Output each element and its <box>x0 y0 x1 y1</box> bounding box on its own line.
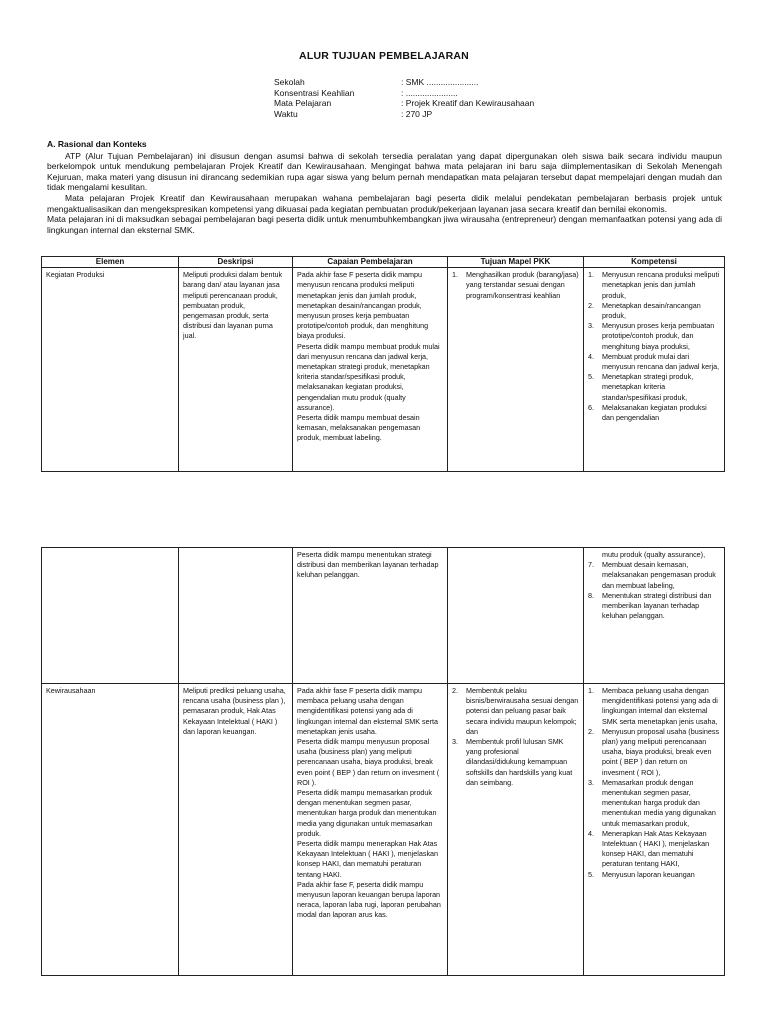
cell-elemen: Kewirausahaan <box>42 684 179 976</box>
atp-table-part1 <box>41 256 725 472</box>
list-item <box>588 270 720 301</box>
list-number: 8. <box>588 590 594 600</box>
paragraph: Mata pelajaran Projek Kreatif dan Kewirausahaan merupakan wahana pembelajaran bagi peserta didik melalui pendekatan pembelajaran berbasis projek untuk mengaktualisasikan dan mengekspresikan kompetensi yang dikuasai pada kegiatan pembuatan produk/pekerjaan layanan jasa secara kreatif dan bernilai ekonomis. <box>47 192 722 214</box>
list-text: Membentuk pelaku bisnis/berwirausaha sesuai dengan potensi dan peluang pasar baik secara individu maupun kelompok; dan <box>466 686 579 736</box>
list-text: Menetapkan desain/rancangan produk, <box>602 300 701 321</box>
list-item <box>588 403 720 423</box>
cell-capaian: Peserta didik mampu menentukan strategi distribusi dan memberikan layanan terhadap keluhan pelanggan. <box>293 548 448 684</box>
capaian-text: Peserta didik mampu membuat produk mulai dari menyusun rencana dan jadwal kerja, menetapkan strategi produk, menetapkan kriteria standar/spesifikasi produk, melaksanakan kegiatan produksi, pengendalian mutu produk (qualty assurance). <box>297 341 440 412</box>
cell-kompetensi <box>584 684 725 976</box>
list-item <box>452 686 579 737</box>
capaian-text: Peserta didik mampu menerapkan Hak Atas Kekayaan Intelektuan ( HAKI ), menjelaskan konsep HAKI, dan mematuhi peraturan tentang HAKI. <box>297 839 439 879</box>
paragraph: ATP (Alur Tujuan Pembelajaran) ini disusun dengan asumsi bahwa di sekolah tersedia peralatan yang dapat dipergunakan oleh siswa baik secara individu maupun berkelompok untuk mendukung pembelajaran Projek Kreatif dan Kewirausahaan. Mengingat bahwa mata pelajaran ini baru saja diimplementasikan di Sekolah Menengah Kejuruan, maka materi yang disusun ini dirancang sedemikian rupa agar siswa yang belum pernah mendapatkan mata pelajaran tersebut dapat mempelajari dengan mudah dan tidak mengalami kesulitan. <box>47 150 722 193</box>
list-item <box>452 270 579 301</box>
list-number: 3. <box>588 321 594 331</box>
list-text: Melaksanakan kegiatan produksi dan pengendalian <box>602 402 707 423</box>
capaian-text: Peserta didik mampu membuat desain kemasan, melaksanakan pengemasan produk, membuat labeling. <box>297 413 421 443</box>
list-number: 1. <box>452 270 458 280</box>
table-row <box>42 548 725 684</box>
meta-row-sekolah <box>274 77 534 88</box>
meta-label: Sekolah <box>274 77 305 87</box>
kompetensi-list <box>588 270 720 423</box>
document-meta <box>274 77 534 119</box>
cell-deskripsi: Meliputi produksi dalam bentuk barang dan/ atau layanan jasa meliputi perencanaan produk, pembuatan produk, pengemasan produk, serta distribusi dan layanan purna jual. <box>179 268 293 472</box>
meta-value: : Projek Kreatif dan Kewirausahaan <box>401 98 535 108</box>
capaian-text: Pada akhir fase F peserta didik mampu menyusun rencana produksi meliputi menetapkan jenis dan jumlah produk, menetapkan desain/rancangan produk, menyusun proses kerja pembuatan prototipe/contoh produk, dan menghitung biaya produksi. <box>297 270 429 341</box>
list-item <box>588 560 720 591</box>
list-text: Menyusun laporan keuangan <box>602 869 695 879</box>
list-text: Membuat produk mulai dari menyusun rencana dan jadwal kerja, <box>602 351 720 372</box>
capaian-text: Pada akhir fase F, peserta didik mampu menyusun laporan keuangan berupa laporan neraca, laporan laba rugi, laporan perubahan modal dan laporan arus kas. <box>297 879 441 920</box>
meta-value: : SMK ...................... <box>401 77 479 87</box>
list-text: Menyusun proses kerja pembuatan prototipe/contoh produk, dan menghitung biaya produksi, <box>602 321 715 351</box>
kompetensi-list <box>588 686 720 880</box>
cell-capaian <box>293 268 448 472</box>
header-kompetensi: Kompetensi <box>584 257 725 268</box>
list-item <box>588 372 720 403</box>
list-text: Membuat desain kemasan, melaksanakan pengemasan produk dan membuat labeling, <box>602 560 716 590</box>
list-number: 3. <box>588 777 594 787</box>
capaian-text: Peserta didik mampu memasarkan produk dengan menentukan segmen pasar, menentukan harga produk dan menentukan media yang digunakan untuk memasarkan produk. <box>297 788 437 838</box>
section-rasional <box>47 139 722 235</box>
cell-tujuan <box>448 268 584 472</box>
cell-elemen <box>42 548 179 684</box>
cell-tujuan <box>448 684 584 976</box>
cell-kompetensi <box>584 548 725 684</box>
list-text: Menerapkan Hak Atas Kekayaan Intelektuan ( HAKI ), menjelaskan konsep HAKI, dan mematuhi peraturan tentang HAKI, <box>602 828 710 869</box>
list-item <box>588 727 720 778</box>
list-number: 7. <box>588 560 594 570</box>
atp-table-part2 <box>41 547 725 976</box>
list-text: Membaca peluang usaha dengan mengidentifikasi potensi yang ada di lingkungan internal dan eksternal SMK serta menetapkan jenis usaha, <box>602 686 718 726</box>
list-text: Memasarkan produk dengan menentukan segmen pasar, menentukan harga produk dan menentukan media yang digunakan untuk memasarkan produk, <box>602 777 716 828</box>
meta-row-konsentrasi <box>274 88 534 99</box>
cell-elemen: Kegiatan Produksi <box>42 268 179 472</box>
cell-deskripsi: Meliputi prediksi peluang usaha, rencana usaha (business plan ), pemasaran produk, Hak Atas Kekayaan Intelektual ( HAKI ) dan laporan keuangan. <box>179 684 293 976</box>
table-row <box>42 684 725 976</box>
list-text: mutu produk (qualty assurance), <box>602 550 706 559</box>
tujuan-list <box>452 686 579 788</box>
list-item <box>588 829 720 870</box>
capaian-text: Pada akhir fase F peserta didik mampu membaca peluang usaha dengan mengidentifikasi potensi yang ada di lingkungan internal dan eksternal SMK serta menetapkan jenis usaha. <box>297 686 439 736</box>
meta-row-mapel <box>274 98 534 109</box>
list-number: 2. <box>452 686 458 695</box>
meta-value: : ...................... <box>401 87 458 98</box>
header-deskripsi: Deskripsi <box>179 257 293 268</box>
list-text: Menyusun proposal usaha (business plan) yang meliputi perencanaan usaha, biaya produksi, break even point ( BEP ) dan return on invesment ( ROI ), <box>602 726 720 777</box>
meta-value: : 270 JP <box>401 108 433 119</box>
list-number: 2. <box>588 726 594 736</box>
list-item <box>588 352 720 372</box>
header-tujuan: Tujuan Mapel PKK <box>448 257 584 268</box>
kompetensi-list <box>588 550 720 621</box>
tujuan-list <box>452 270 579 301</box>
list-number: 5. <box>588 372 594 382</box>
list-number: 6. <box>588 402 594 412</box>
capaian-text: Peserta didik mampu menyusun proposal usaha (business plan) yang meliputi perencanaan usaha, biaya produksi, break even point ( BEP ) dan return on invesment ( ROI ). <box>297 737 440 787</box>
document-title: ALUR TUJUAN PEMBELAJARAN <box>299 50 469 62</box>
meta-row-waktu <box>274 109 534 120</box>
header-capaian: Capaian Pembelajaran <box>293 257 448 268</box>
list-item <box>588 301 720 321</box>
section-heading: A. Rasional dan Konteks <box>47 139 147 149</box>
list-number: 1. <box>588 270 594 280</box>
list-number: 5. <box>588 869 594 879</box>
list-item <box>588 778 720 829</box>
list-item <box>588 686 720 727</box>
cell-capaian <box>293 684 448 976</box>
cell-tujuan <box>448 548 584 684</box>
list-text: Menentukan strategi distribusi dan memberikan layanan terhadap keluhan pelanggan. <box>602 590 712 621</box>
header-elemen: Elemen <box>42 257 179 268</box>
list-text: Menyusun rencana produksi meliputi menetapkan jenis dan jumlah produk, <box>602 270 720 300</box>
list-text: Membentuk profil lulusan SMK yang profesional dilandasi/didukung kemampuan softskills dan hardskills yang kuat dan seimbang. <box>466 737 573 787</box>
meta-label: Mata Pelajaran <box>274 98 332 108</box>
meta-label: Konsentrasi Keahlian <box>274 87 355 98</box>
cell-kompetensi <box>584 268 725 472</box>
list-item <box>452 737 579 788</box>
list-item <box>588 591 720 622</box>
list-text: Menetapkan strategi produk, menetapkan kriteria standar/spesifikasi produk, <box>602 372 694 402</box>
meta-label: Waktu <box>274 108 298 119</box>
paragraph: Mata pelajaran ini di maksudkan sebagai pembelajaran bagi peserta didik untuk menumbuhkembangkan jiwa wirausaha (entrepreneur) dengan memanfaatkan potensi yang ada di lingkungan internal dan eksternal SMK. <box>47 214 722 235</box>
list-number: 1. <box>588 686 594 695</box>
table-row <box>42 268 725 472</box>
list-number: 3. <box>452 737 458 747</box>
cell-deskripsi <box>179 548 293 684</box>
list-item <box>588 870 720 880</box>
list-text: Menghasilkan produk (barang/jasa) yang terstandar sesuai dengan program/konsentrasi keahlian <box>466 270 579 300</box>
list-item <box>588 321 720 352</box>
table-header-row <box>42 257 725 268</box>
list-number: 2. <box>588 300 594 310</box>
list-number: 4. <box>588 828 594 838</box>
list-item <box>588 550 720 560</box>
list-number: 4. <box>588 351 594 361</box>
list-number <box>588 550 602 560</box>
